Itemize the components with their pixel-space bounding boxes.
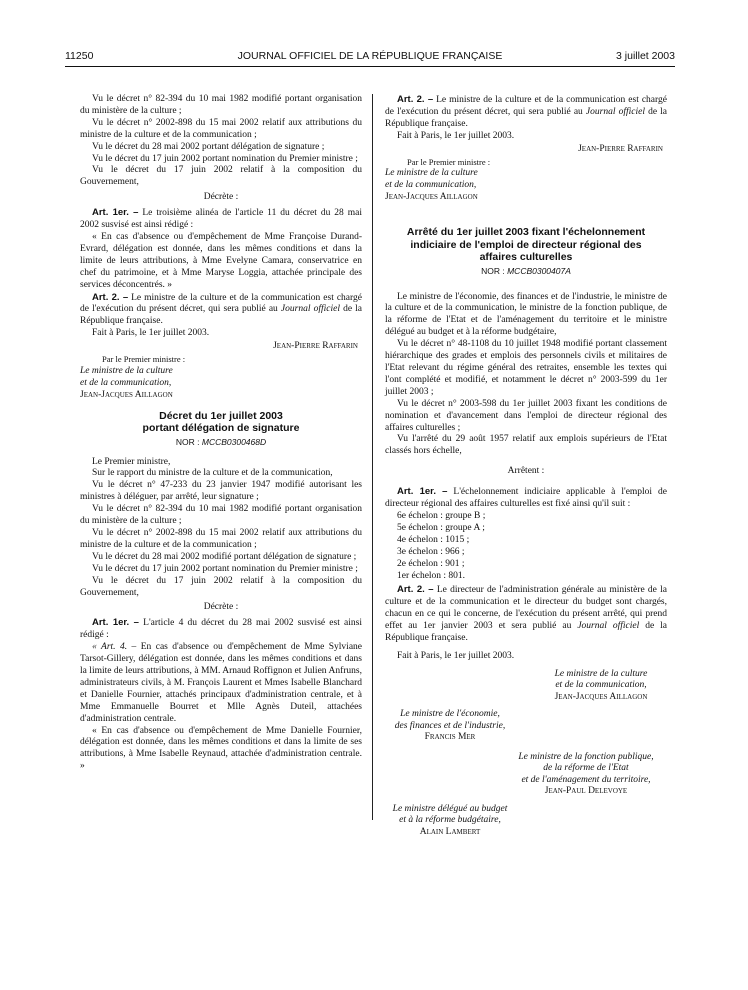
article-1 [80,207,362,232]
echelon-item: 5e échelon : groupe A ; [397,522,485,533]
article-text-end: de la République française. [80,304,363,327]
article-text: Le troisième alinéa de l'article 11 du décret du 28 mai 2002 susvisé est ainsi rédigé : [80,208,362,231]
article-text: Le ministre de la culture et de la communication est chargé de l'exécution du présent décret, qui sera publié au [385,95,667,117]
arrete-title-line: Arrêté du 1er juillet 2003 fixant l'échelonnement [406,226,646,239]
vu-paragraph: Sur le rapport du ministre de la culture et de la communication, [92,468,333,479]
quoted-paragraph: « En cas d'absence ou d'empêchement de Mme Françoise Durand-Evrard, délégation est donnée, dans les mêmes conditions et dans la limite de leurs attributions, à Mme Evelyne Camara, conservatrice en chef du patrimoine, et à Mme Maryse Loggia, attachée principale des services déconcentrés. » [80,231,362,290]
signatory-name: Jean-Pierre Raffarin [273,341,358,352]
vu-paragraph: Vu le décret n° 47-233 du 23 janvier 1947 modifié autorisant les ministres à déléguer, par arrêté, leur signature ; [80,480,362,503]
article-label: Art. 1er. – [92,207,139,219]
vu-paragraph: Vu le décret du 17 juin 2002 relatif à la composition du Gouvernement, [80,575,362,598]
signatory-name: Jean-Paul Delevoye [544,786,628,797]
journal-officiel-ref: Journal officiel [585,106,645,117]
arrete-intro: Le ministre de l'économie, des finances et de l'industrie, le ministre de la culture et de la communication, le ministre de la fonction publique, de la réforme de l'Etat et de l'aménagement du territoire et le ministre délégué au budget et à la réforme budgétaire, [385,291,667,338]
vu-paragraph: Vu le décret n° 2003-598 du 1er juillet 2003 fixant les conditions de nomination et d'avancement dans l'emploi de directeur régional des affaires culturelles ; [385,398,667,433]
echelon-item: 2e échelon : 901 ; [397,558,465,569]
page-number: 11250 [65,50,94,62]
arretent-heading: Arrêtent : [507,466,545,477]
echelon-item: 6e échelon : groupe B ; [397,510,486,521]
signatory-title: et à la réforme budgétaire, [399,815,501,826]
article-2 [80,292,362,329]
vu-paragraph: Vu le décret du 17 juin 2002 portant nomination du Premier ministre ; [92,153,358,164]
fait-line: Fait à Paris, le 1er juillet 2003. [397,130,515,141]
article-1 [385,486,667,511]
echelon-item: 3e échelon : 966 ; [397,546,465,557]
article-label: Art. 1er. – [92,617,139,629]
signatory-title: Le ministre de l'économie, [400,709,500,720]
decree-title-line: portant délégation de signature [142,422,300,435]
article-label: Art. 2. – [92,291,129,303]
article-2 [385,584,667,645]
minister-title: et de la communication, [385,180,477,191]
vu-paragraph: Vu le décret n° 82-394 du 10 mai 1982 modifié portant organisation du ministère de la culture ; [80,94,362,116]
article-text-end: de la République française. [385,621,668,644]
vu-paragraph: Vu le décret n° 2002-898 du 15 mai 2002 relatif aux attributions du ministre de la culture et de la communication ; [80,528,362,550]
signature-block [385,804,515,839]
decrete-heading: Décrète : [203,192,239,203]
article-label: Art. 2. – [397,94,434,105]
signature-block [505,752,667,798]
column-divider [372,94,373,820]
decrete-heading: Décrète : [203,602,239,613]
vu-paragraph: Vu le décret n° 48-1108 du 10 juillet 1948 modifié portant classement hiérarchique des grades et emplois des personnels civils et militaires de l'Etat relevant du régime général des retraites, ensemble les textes qui l'ont complété et modifié, et notamment le décret n° 2003-599 du 1er juillet 2003 ; [385,339,667,397]
echelon-list [385,511,667,582]
decree-title [80,410,362,435]
issue-date: 3 juillet 2003 [616,50,675,62]
signatory-title: de la réforme de l'Etat [543,763,629,774]
vu-paragraph: Vu l'arrêté du 29 août 1957 relatif aux emplois supérieurs de l'Etat classés hors échelle, [385,434,667,457]
signatory-title: Le ministre délégué au budget [392,803,508,814]
echelon-item: 4e échelon : 1015 ; [397,534,470,545]
minister-title: Le ministre de la culture [385,168,478,179]
quoted-paragraph: « En cas d'absence ou d'empêchement de Mme Danielle Fournier, délégation est donnée, dans les mêmes conditions et dans la limite de ses attributions, à Mme Isabelle Reynaud, attachée d'administration centrale. » [80,725,362,772]
vu-paragraph: Vu le décret du 17 juin 2002 relatif à la composition du Gouvernement, [80,165,362,188]
signatory-title: et de l'aménagement du territoire, [521,774,651,785]
signature-block [385,709,515,744]
vu-paragraph: Vu le décret du 17 juin 2002 portant nomination du Premier ministre ; [92,563,358,574]
signatory-name: Jean-Pierre Raffarin [578,143,663,154]
minister-title: Le ministre de la culture [80,365,173,376]
vu-paragraph: Vu le décret du 28 mai 2002 modifié portant délégation de signature ; [92,551,357,562]
minister-title: et de la communication, [80,377,172,388]
fait-line: Fait à Paris, le 1er juillet 2003. [397,650,515,661]
vu-paragraph: Vu le décret n° 2002-898 du 15 mai 2002 relatif aux attributions du ministre de la culture et de la communication ; [80,117,362,140]
quoted-paragraph [80,642,362,725]
echelon-item: 1er échelon : 801. [397,570,466,581]
par-premier-ministre: Par le Premier ministre : [407,156,491,167]
article-label: Art. 2. – [397,584,434,596]
decree-title-line: Décret du 1er juillet 2003 [159,409,283,422]
signatory-title: Le ministre de la fonction publique, [518,751,654,762]
nor-reference [80,437,362,449]
article-text-end: de la République française. [385,106,668,129]
signatory-name: Jean-Jacques Aillagon [554,691,648,702]
signatory-name: Francis Mer [424,732,476,743]
arrete-title-line: indiciaire de l'emploi de directeur régional des [410,238,642,251]
article-text: Le ministre de la culture et de la communication est chargé de l'exécution du présent décret, qui sera publié au [80,292,362,315]
article-label: Art. 1er. – [397,486,448,498]
article-text: Le directeur de l'administration générale au ministère de la culture et de la communication et le directeur du budget sont chargés, chacun en ce qui le concerne, de l'exécution du présent arrêté, qui prend effet au 1er janvier 2003 et sera publié au [385,585,667,632]
article-text: L'article 4 du décret du 28 mai 2002 susvisé est ainsi rédigé : [80,618,362,641]
journal-officiel-ref: Journal officiel [577,621,640,632]
minister-name: Jean-Jacques Aillagon [80,389,173,400]
vu-paragraph: Vu le décret du 28 mai 2002 portant délégation de signature ; [92,141,325,152]
journal-officiel-ref: Journal officiel [280,304,340,315]
quoted-article-label: « Art. 4. – [92,642,137,653]
nor-label: NOR : [481,265,508,276]
nor-code: MCCB0300407A [507,265,571,276]
nor-reference [385,266,667,278]
arrete-title-line: affaires culturelles [479,251,573,264]
article-text: L'échelonnement indiciaire applicable à l'emploi de directeur régional des affaires culturelles est fixé ainsi qu'il suit : [385,487,667,510]
article-1 [80,617,362,642]
vu-paragraph: Vu le décret n° 82-394 du 10 mai 1982 modifié portant organisation du ministère de la culture ; [80,504,362,527]
signatory-title: Le ministre de la culture [554,668,648,679]
journal-title: JOURNAL OFFICIEL DE LA RÉPUBLIQUE FRANÇAISE [237,50,503,62]
minister-name: Jean-Jacques Aillagon [385,192,478,203]
article-2 [385,94,667,131]
signature-block [535,669,667,704]
fait-line: Fait à Paris, le 1er juillet 2003. [92,328,210,339]
signatory-title: et de la communication, [555,680,647,691]
left-column [80,94,362,773]
nor-code: MCCB0300468D [201,436,267,447]
page-header [65,50,675,67]
signatory-title: des finances et de l'industrie, [394,720,506,731]
par-premier-ministre: Par le Premier ministre : [102,354,186,365]
quoted-text: En cas d'absence ou d'empêchement de Mme Sylviane Tarsot-Gillery, délégation est donnée, dans les mêmes conditions et dans la limite de leurs attributions, à MM. Arnaud Roffignon et Julien Anfruns, administrateurs civils, à M. François Laurent et Mmes Isabelle Blanchard et Danielle Fournier, attachés principaux d'administration centrale, et à Mme Emmanuelle Bourret et Mlle Agnès Duteil, attachées d'administration centrale. [80,642,363,724]
nor-label: NOR : [175,436,202,447]
premier-ministre-intro: Le Premier ministre, [92,456,171,467]
signatory-name: Alain Lambert [419,826,481,837]
right-column [385,94,667,838]
arrete-title [385,226,667,264]
